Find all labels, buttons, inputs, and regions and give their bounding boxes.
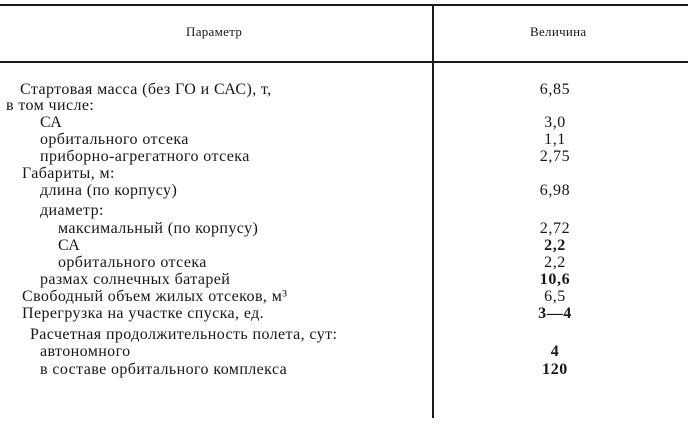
row-value-habitable-volume: 6,5 — [544, 288, 566, 305]
row-value-reentry-load: 3—4 — [538, 305, 572, 322]
row-param-dimensions: Габариты, м: — [22, 165, 115, 182]
row-param-sa-diameter: СА — [58, 237, 81, 254]
row-param-orbital-module: орбитального отсека — [40, 131, 189, 148]
row-param-length: длина (по корпусу) — [40, 182, 178, 199]
row-param-reentry-load: Перегрузка на участке спуска, ед. — [22, 305, 265, 322]
row-value-sa-diameter: 2,2 — [544, 237, 566, 254]
row-value-max-diameter: 2,72 — [539, 220, 571, 237]
table-top-rule — [0, 4, 688, 6]
row-value-autonomous: 4 — [550, 343, 560, 360]
row-param-sa: СА — [40, 114, 63, 131]
header-value: Величина — [530, 24, 587, 39]
row-value-orbital-module: 1,1 — [544, 131, 566, 148]
row-param-diameter: диаметр: — [40, 202, 104, 219]
row-param-start-mass: Стартовая масса (без ГО и САС), т, — [20, 81, 272, 98]
row-param-flight-duration: Расчетная продолжительность полета, сут: — [30, 326, 338, 343]
row-param-including: в том числе: — [6, 97, 95, 114]
row-value-start-mass: 6,85 — [539, 81, 571, 98]
row-value-solar-span: 10,6 — [539, 271, 571, 288]
row-param-service-module: приборно-агрегатного отсека — [40, 148, 250, 165]
row-param-habitable-volume: Свободный объем жилых отсеков, м³ — [22, 288, 288, 305]
row-param-max-diameter: максимальный (по корпусу) — [58, 220, 259, 237]
row-param-orbital-diameter: орбитального отсека — [58, 254, 207, 271]
header-parameter: Параметр — [186, 24, 243, 39]
row-value-orbital-diameter: 2,2 — [544, 254, 566, 271]
row-value-orbital-complex: 120 — [542, 361, 568, 378]
row-param-solar-span: размах солнечных батарей — [40, 271, 231, 288]
row-value-length: 6,98 — [539, 182, 571, 199]
table-header-rule — [0, 61, 688, 63]
row-value-service-module: 2,75 — [539, 148, 571, 165]
row-value-sa: 3,0 — [544, 114, 566, 131]
row-param-orbital-complex: в составе орбитального комплекса — [40, 361, 288, 378]
column-divider — [432, 4, 434, 418]
row-param-autonomous: автономного — [40, 343, 131, 360]
